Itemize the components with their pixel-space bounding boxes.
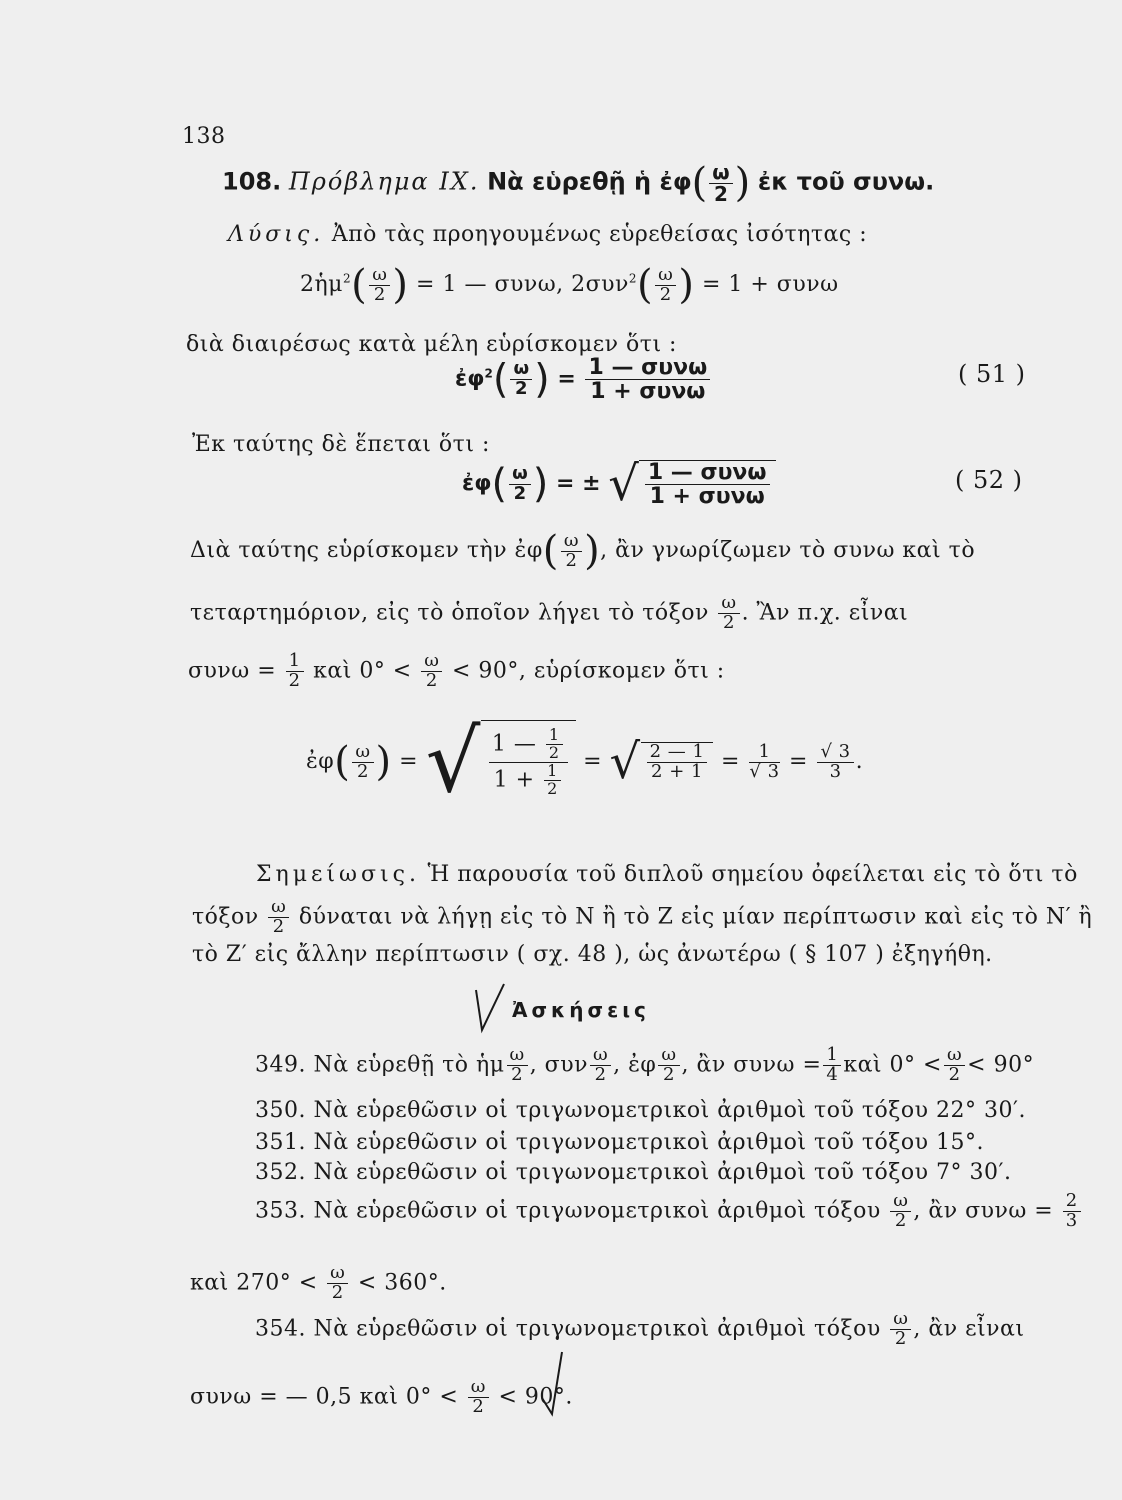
check-mark-icon bbox=[470, 980, 510, 1036]
division-text: διὰ διαιρέσως κατὰ μέλη εὑρίσκομεν ὅτι : bbox=[186, 332, 677, 357]
paragraph-line-2: τεταρτημόριον, εἰς τὸ ὁποῖον λήγει τὸ τόξον $\frac{\omega}{2}$ . Ἂν π.χ. εἶναι bbox=[190, 592, 909, 633]
exercise-349: 349. Νὰ εὑρεθῇ τὸ ἡμ $\frac{\omega}{2}$ , συν $\frac{\omega}{2}$ , ἐφ $\frac{\omega}{2}$ , ἂν συνω = $\frac{1}{4}$ καὶ 0° < $\frac{\omega}{2}$ < 90° bbox=[255, 1044, 1035, 1085]
page-number: 138 bbox=[182, 124, 226, 149]
equation-tag-52: ( 52 ) bbox=[955, 466, 1023, 494]
equation-tag-51: ( 51 ) bbox=[958, 360, 1026, 388]
formula-52: ἐφ( $\frac{\omega}{2}$ ) = ± √ $\frac{\text{1 — συνω}}{\text{1 + συνω}}$ bbox=[462, 456, 776, 512]
exercise-354-continuation: συνω = — 0,5 καὶ 0° < $\frac{\omega}{2}$ < 90°. bbox=[190, 1376, 573, 1417]
note-line-2: τόξον $\frac{\omega}{2}$ δύναται νὰ λήγῃ εἰς τὸ N ἢ τὸ Z εἰς μίαν περίπτωσιν καὶ εἰς τὸ N′ ἢ bbox=[192, 896, 1093, 937]
solution-label: Λύσις. bbox=[228, 222, 325, 247]
check-mark-icon bbox=[538, 1348, 568, 1418]
section-title-post: ἐκ τοῦ συνω. bbox=[757, 167, 935, 196]
worked-example: ἐφ( $\frac{\omega}{2}$ ) = √ 1 — $\frac{1}{2}$ 1 + $\frac{1}{2}$ = √ $\frac{2 — 1}{2 + 1}$ = $\frac{1}{√ 3}$ = $\frac{√ 3}{3}$ . bbox=[306, 712, 864, 812]
exercise-354: 354. Νὰ εὑρεθῶσιν οἱ τριγωνομετρικοὶ ἀριθμοὶ τόξου $\frac{\omega}{2}$ , ἂν εἶναι bbox=[255, 1308, 1025, 1349]
note-line-3: τὸ Z′ εἰς ἄλλην περίπτωσιν ( σχ. 48 ), ὡς ἀνωτέρω ( § 107 ) ἐξηγήθη. bbox=[192, 942, 993, 967]
section-number: 108. bbox=[222, 167, 282, 196]
section-heading: 108. Πρόβλημα IX. Νὰ εὑρεθῇ ἡ ἐφ( $\frac{\omega}{2}$ ) ἐκ τοῦ συνω. bbox=[222, 159, 935, 206]
note-line-1: Σημείωσις. Ἡ παρουσία τοῦ διπλοῦ σημείου ὀφείλεται εἰς τὸ ὅτι τὸ bbox=[256, 862, 1078, 887]
section-label: Πρόβλημα IX. bbox=[288, 167, 480, 196]
exercise-353: 353. Νὰ εὑρεθῶσιν οἱ τριγωνομετρικοὶ ἀριθμοὶ τόξου $\frac{\omega}{2}$ , ἂν συνω = $\frac{2}{3}$ bbox=[255, 1192, 1083, 1231]
paragraph-line-3: συνω = $\frac{1}{2}$ καὶ 0° < $\frac{\omega}{2}$ < 90°, εὑρίσκομεν ὅτι : bbox=[188, 650, 725, 691]
exercise-353-continuation: καὶ 270° < $\frac{\omega}{2}$ < 360°. bbox=[190, 1262, 447, 1303]
formula-51: ἐφ$^2$( $\frac{\omega}{2}$ ) = $\frac{\text{1 — συνω}}{\text{1 + συνω}}$ bbox=[455, 356, 712, 403]
exercise-350: 350. Νὰ εὑρεθῶσιν οἱ τριγωνομετρικοὶ ἀριθμοὶ τοῦ τόξου 22° 30′. bbox=[255, 1098, 1026, 1123]
section-title-pre: Νὰ εὑρεθῇ ἡ ἐφ bbox=[487, 167, 692, 196]
exercise-351: 351. Νὰ εὑρεθῶσιν οἱ τριγωνομετρικοὶ ἀριθμοὶ τοῦ τόξου 15°. bbox=[255, 1130, 984, 1155]
note-label: Σημείωσις. bbox=[256, 862, 420, 887]
identity-formula: 2ἡμ$^2$( $\frac{\omega}{2}$ ) = 1 — συνω, 2συν$^2$( $\frac{\omega}{2}$ ) = 1 + συνω bbox=[300, 262, 839, 308]
solution-intro: Λύσις. Ἀπὸ τὰς προηγουμένως εὑρεθείσας ἰσότητας : bbox=[228, 222, 868, 247]
follows-text: Ἐκ ταύτης δὲ ἕπεται ὅτι : bbox=[192, 432, 490, 457]
exercise-352: 352. Νὰ εὑρεθῶσιν οἱ τριγωνομετρικοὶ ἀριθμοὶ τοῦ τόξου 7° 30′. bbox=[255, 1160, 1012, 1185]
exercises-heading: Ἀσκήσεις bbox=[512, 998, 650, 1022]
paragraph-line-1: Διὰ ταύτης εὑρίσκομεν τὴν ἐφ( $\frac{\omega}{2}$ ), ἂν γνωρίζωμεν τὸ συνω καὶ τὸ bbox=[190, 528, 976, 574]
